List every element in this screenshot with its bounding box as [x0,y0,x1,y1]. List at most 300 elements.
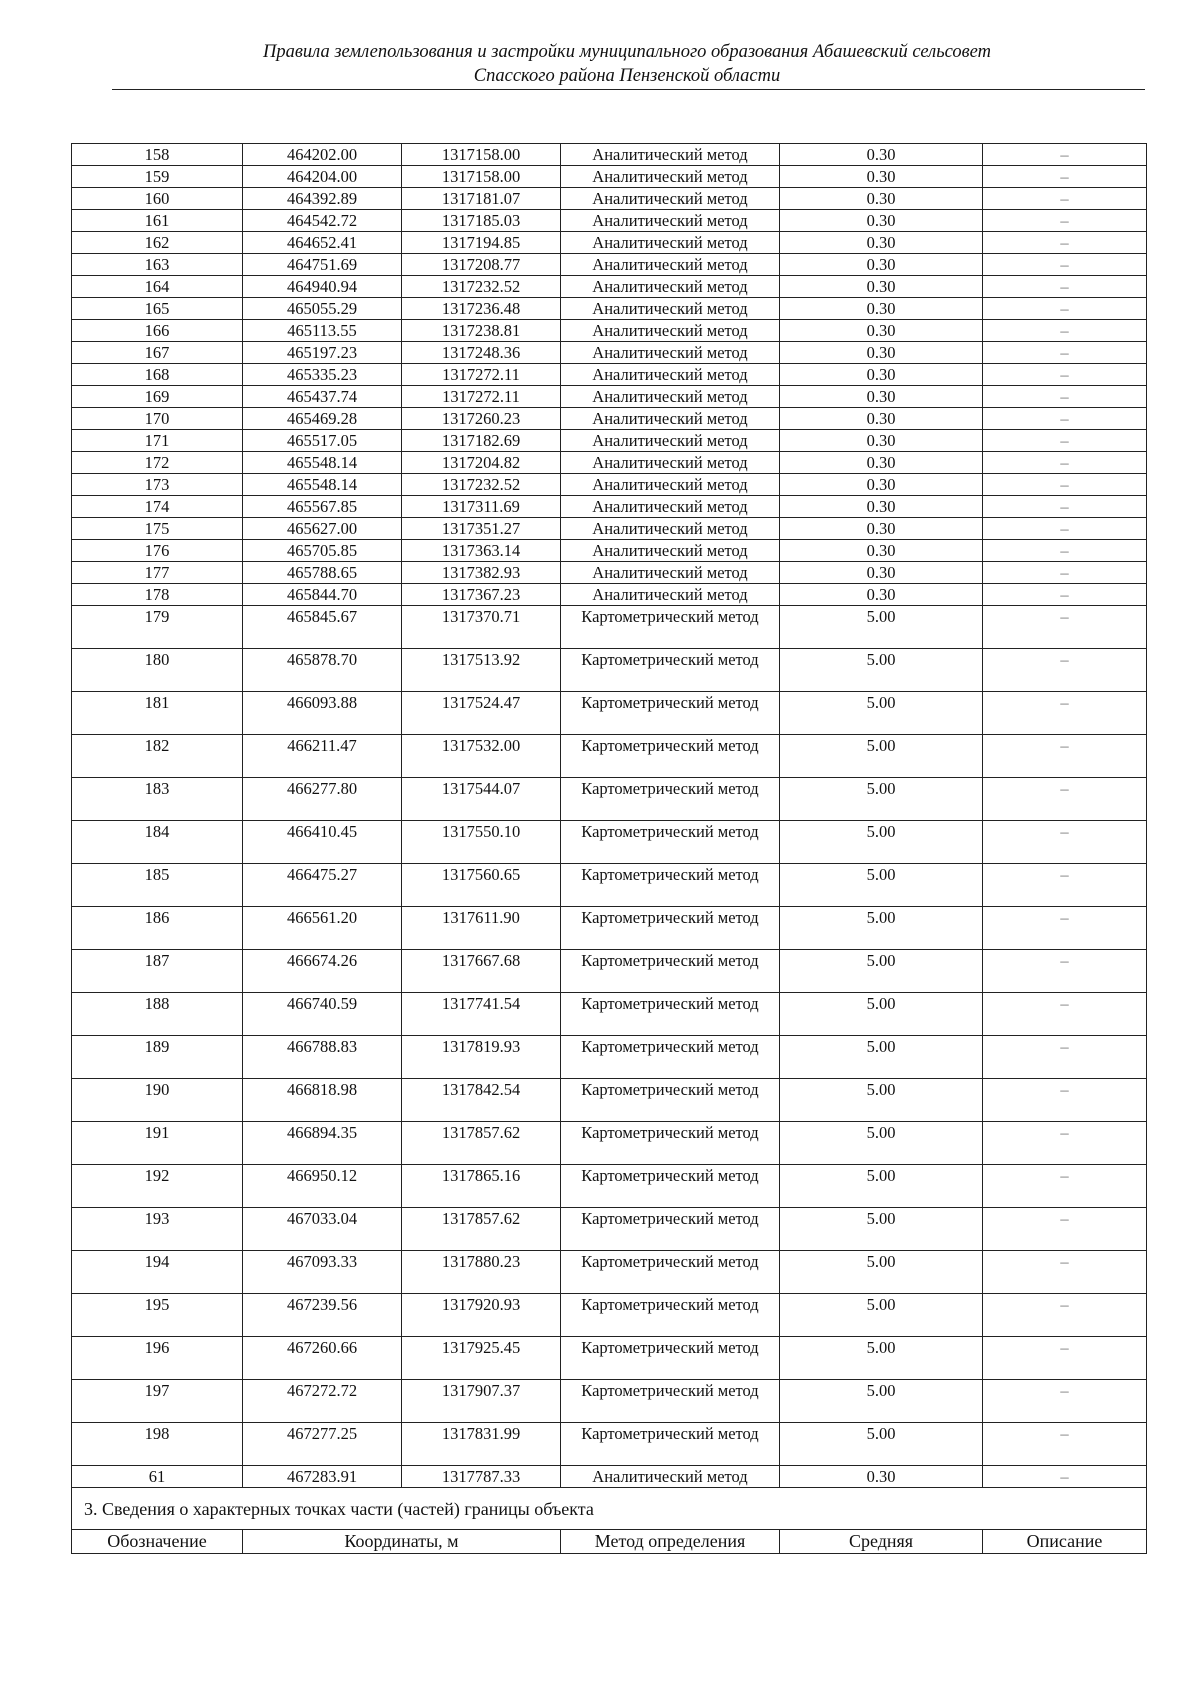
method: Аналитический метод [561,232,780,254]
point-number: 169 [72,386,243,408]
header-divider [112,89,1145,90]
method: Аналитический метод [561,540,780,562]
mean-error: 0.30 [780,144,983,166]
point-number: 187 [72,950,243,993]
point-number: 172 [72,452,243,474]
method: Аналитический метод [561,430,780,452]
coord-x: 465437.74 [243,386,402,408]
method: Аналитический метод [561,474,780,496]
point-number: 184 [72,821,243,864]
description: – [983,1337,1147,1380]
point-number: 198 [72,1423,243,1466]
method: Аналитический метод [561,210,780,232]
coord-y: 1317158.00 [402,166,561,188]
coord-y: 1317865.16 [402,1165,561,1208]
description: – [983,276,1147,298]
mean-error: 5.00 [780,1294,983,1337]
point-number: 158 [72,144,243,166]
coord-y: 1317920.93 [402,1294,561,1337]
description: – [983,386,1147,408]
coord-y: 1317560.65 [402,864,561,907]
table-row [72,298,1147,320]
coord-x: 467260.66 [243,1337,402,1380]
mean-error: 0.30 [780,232,983,254]
point-number: 191 [72,1122,243,1165]
coord-y: 1317311.69 [402,496,561,518]
col-header-mean: Средняя [780,1530,983,1554]
col-header-method: Метод определения [561,1530,780,1554]
mean-error: 5.00 [780,649,983,692]
mean-error: 5.00 [780,778,983,821]
coord-y: 1317260.23 [402,408,561,430]
method: Картометрический метод [561,1165,780,1208]
coord-y: 1317182.69 [402,430,561,452]
coord-x: 464940.94 [243,276,402,298]
description: – [983,518,1147,540]
column-header-row [72,1530,1147,1554]
coord-x: 465055.29 [243,298,402,320]
coord-x: 464202.00 [243,144,402,166]
coord-y: 1317842.54 [402,1079,561,1122]
coord-x: 465548.14 [243,474,402,496]
description: – [983,1079,1147,1122]
method: Картометрический метод [561,950,780,993]
coord-x: 467239.56 [243,1294,402,1337]
point-number: 179 [72,606,243,649]
table-row [72,1208,1147,1251]
table-row [72,907,1147,950]
mean-error: 0.30 [780,430,983,452]
mean-error: 0.30 [780,210,983,232]
table-row [72,408,1147,430]
table-row [72,364,1147,386]
description: – [983,430,1147,452]
table-row [72,320,1147,342]
method: Картометрический метод [561,692,780,735]
coord-y: 1317367.23 [402,584,561,606]
point-number: 185 [72,864,243,907]
point-number: 182 [72,735,243,778]
method: Картометрический метод [561,1380,780,1423]
description: – [983,778,1147,821]
coord-x: 467277.25 [243,1423,402,1466]
table-row [72,1036,1147,1079]
point-number: 195 [72,1294,243,1337]
coord-x: 465788.65 [243,562,402,584]
table-row [72,540,1147,562]
description: – [983,320,1147,342]
mean-error: 0.30 [780,1466,983,1488]
description: – [983,1208,1147,1251]
point-number: 173 [72,474,243,496]
point-number: 197 [72,1380,243,1423]
point-number: 192 [72,1165,243,1208]
point-number: 190 [72,1079,243,1122]
method: Картометрический метод [561,1122,780,1165]
table-body [72,144,1147,1488]
coord-x: 464542.72 [243,210,402,232]
point-number: 159 [72,166,243,188]
coord-y: 1317524.47 [402,692,561,735]
mean-error: 5.00 [780,1122,983,1165]
mean-error: 5.00 [780,1423,983,1466]
point-number: 163 [72,254,243,276]
method: Картометрический метод [561,1251,780,1294]
point-number: 174 [72,496,243,518]
point-number: 189 [72,1036,243,1079]
coord-x: 465705.85 [243,540,402,562]
coord-y: 1317550.10 [402,821,561,864]
point-number: 180 [72,649,243,692]
coord-x: 465469.28 [243,408,402,430]
point-number: 196 [72,1337,243,1380]
table-row [72,562,1147,584]
table-row [72,144,1147,166]
coord-y: 1317208.77 [402,254,561,276]
point-number: 181 [72,692,243,735]
table-row [72,821,1147,864]
table-row [72,518,1147,540]
table-row [72,649,1147,692]
coord-x: 466950.12 [243,1165,402,1208]
description: – [983,1294,1147,1337]
method: Аналитический метод [561,518,780,540]
mean-error: 0.30 [780,342,983,364]
table-row [72,1165,1147,1208]
description: – [983,993,1147,1036]
coord-y: 1317272.11 [402,364,561,386]
method: Картометрический метод [561,649,780,692]
method: Аналитический метод [561,386,780,408]
mean-error: 0.30 [780,320,983,342]
method: Картометрический метод [561,993,780,1036]
table-row [72,188,1147,210]
coord-x: 465517.05 [243,430,402,452]
col-header-description: Описание [983,1530,1147,1554]
table-row [72,1380,1147,1423]
mean-error: 5.00 [780,1079,983,1122]
point-number: 176 [72,540,243,562]
coord-y: 1317158.00 [402,144,561,166]
description: – [983,1122,1147,1165]
table-row [72,254,1147,276]
table-row [72,452,1147,474]
method: Аналитический метод [561,452,780,474]
point-number: 170 [72,408,243,430]
coord-x: 465844.70 [243,584,402,606]
coord-x: 465845.67 [243,606,402,649]
coord-x: 464652.41 [243,232,402,254]
mean-error: 5.00 [780,1036,983,1079]
coord-y: 1317351.27 [402,518,561,540]
coord-x: 466818.98 [243,1079,402,1122]
point-number: 177 [72,562,243,584]
method: Аналитический метод [561,166,780,188]
point-number: 166 [72,320,243,342]
table-row [72,692,1147,735]
coord-y: 1317907.37 [402,1380,561,1423]
table-row [72,606,1147,649]
mean-error: 0.30 [780,452,983,474]
method: Аналитический метод [561,496,780,518]
coord-y: 1317857.62 [402,1208,561,1251]
coord-y: 1317787.33 [402,1466,561,1488]
description: – [983,188,1147,210]
method: Картометрический метод [561,821,780,864]
coord-x: 466894.35 [243,1122,402,1165]
method: Аналитический метод [561,276,780,298]
coord-x: 466277.80 [243,778,402,821]
description: – [983,606,1147,649]
table-row [72,864,1147,907]
coord-y: 1317513.92 [402,649,561,692]
coord-x: 466475.27 [243,864,402,907]
coord-x: 465627.00 [243,518,402,540]
header-line-2: Спасского района Пензенской области [473,66,781,86]
description: – [983,166,1147,188]
coord-y: 1317204.82 [402,452,561,474]
coord-y: 1317544.07 [402,778,561,821]
description: – [983,232,1147,254]
point-number: 167 [72,342,243,364]
table-row [72,342,1147,364]
coord-y: 1317532.00 [402,735,561,778]
coord-x: 465567.85 [243,496,402,518]
point-number: 175 [72,518,243,540]
mean-error: 0.30 [780,254,983,276]
coord-x: 466410.45 [243,821,402,864]
header-line-1: Правила землепользования и застройки муниципального образования Абашевский сельсовет [263,42,991,62]
coord-x: 467283.91 [243,1466,402,1488]
point-number: 168 [72,364,243,386]
coord-y: 1317819.93 [402,1036,561,1079]
coord-y: 1317194.85 [402,232,561,254]
coordinates-table [71,143,1147,1554]
table-row [72,474,1147,496]
point-number: 61 [72,1466,243,1488]
mean-error: 5.00 [780,1251,983,1294]
mean-error: 5.00 [780,907,983,950]
table-row [72,735,1147,778]
description: – [983,950,1147,993]
table-row [72,210,1147,232]
mean-error: 0.30 [780,364,983,386]
table-row [72,950,1147,993]
section-title: 3. Сведения о характерных точках части (частей) границы объекта [72,1488,1147,1530]
table-row [72,166,1147,188]
coord-y: 1317925.45 [402,1337,561,1380]
mean-error: 0.30 [780,540,983,562]
method: Аналитический метод [561,342,780,364]
coord-y: 1317236.48 [402,298,561,320]
point-number: 161 [72,210,243,232]
coord-y: 1317232.52 [402,276,561,298]
description: – [983,408,1147,430]
description: – [983,562,1147,584]
document-header [112,40,1142,88]
mean-error: 5.00 [780,950,983,993]
coord-y: 1317248.36 [402,342,561,364]
coord-x: 465335.23 [243,364,402,386]
method: Аналитический метод [561,320,780,342]
description: – [983,649,1147,692]
coord-y: 1317382.93 [402,562,561,584]
point-number: 171 [72,430,243,452]
coord-y: 1317363.14 [402,540,561,562]
table-row [72,993,1147,1036]
description: – [983,821,1147,864]
coord-x: 464751.69 [243,254,402,276]
mean-error: 0.30 [780,584,983,606]
col-header-designation: Обозначение [72,1530,243,1554]
coord-x: 464392.89 [243,188,402,210]
mean-error: 0.30 [780,518,983,540]
method: Картометрический метод [561,1036,780,1079]
method: Картометрический метод [561,1337,780,1380]
point-number: 164 [72,276,243,298]
point-number: 162 [72,232,243,254]
table-row [72,1294,1147,1337]
method: Картометрический метод [561,606,780,649]
mean-error: 5.00 [780,692,983,735]
col-header-coordinates: Координаты, м [243,1530,561,1554]
description: – [983,864,1147,907]
table-row [72,778,1147,821]
coord-x: 467033.04 [243,1208,402,1251]
description: – [983,496,1147,518]
coord-y: 1317880.23 [402,1251,561,1294]
mean-error: 0.30 [780,496,983,518]
method: Аналитический метод [561,188,780,210]
description: – [983,735,1147,778]
coord-x: 465548.14 [243,452,402,474]
description: – [983,1380,1147,1423]
coord-y: 1317370.71 [402,606,561,649]
point-number: 186 [72,907,243,950]
coord-y: 1317185.03 [402,210,561,232]
point-number: 165 [72,298,243,320]
method: Аналитический метод [561,408,780,430]
description: – [983,474,1147,496]
mean-error: 5.00 [780,1208,983,1251]
coord-x: 466674.26 [243,950,402,993]
description: – [983,144,1147,166]
mean-error: 5.00 [780,1380,983,1423]
coord-y: 1317181.07 [402,188,561,210]
coord-y: 1317232.52 [402,474,561,496]
table-row [72,1122,1147,1165]
description: – [983,1423,1147,1466]
method: Аналитический метод [561,364,780,386]
table-row [72,386,1147,408]
description: – [983,584,1147,606]
description: – [983,1251,1147,1294]
method: Картометрический метод [561,778,780,821]
table-row [72,584,1147,606]
mean-error: 5.00 [780,993,983,1036]
description: – [983,452,1147,474]
method: Аналитический метод [561,254,780,276]
coord-y: 1317667.68 [402,950,561,993]
description: – [983,364,1147,386]
method: Аналитический метод [561,562,780,584]
coord-y: 1317857.62 [402,1122,561,1165]
mean-error: 5.00 [780,864,983,907]
mean-error: 5.00 [780,1165,983,1208]
description: – [983,1466,1147,1488]
mean-error: 0.30 [780,408,983,430]
table-row [72,232,1147,254]
method: Картометрический метод [561,907,780,950]
mean-error: 5.00 [780,1337,983,1380]
table-row [72,430,1147,452]
method: Картометрический метод [561,864,780,907]
table-row [72,1079,1147,1122]
method: Аналитический метод [561,298,780,320]
coord-y: 1317741.54 [402,993,561,1036]
description: – [983,907,1147,950]
coord-x: 467093.33 [243,1251,402,1294]
coord-x: 466211.47 [243,735,402,778]
description: – [983,540,1147,562]
point-number: 178 [72,584,243,606]
coord-y: 1317272.11 [402,386,561,408]
method: Аналитический метод [561,1466,780,1488]
mean-error: 0.30 [780,474,983,496]
description: – [983,1036,1147,1079]
table-row [72,1337,1147,1380]
coord-y: 1317238.81 [402,320,561,342]
table-row [72,496,1147,518]
method: Картометрический метод [561,1208,780,1251]
table-row [72,1423,1147,1466]
method: Аналитический метод [561,584,780,606]
coord-x: 466561.20 [243,907,402,950]
description: – [983,210,1147,232]
mean-error: 5.00 [780,735,983,778]
table-row [72,1251,1147,1294]
point-number: 183 [72,778,243,821]
description: – [983,1165,1147,1208]
coord-y: 1317611.90 [402,907,561,950]
point-number: 193 [72,1208,243,1251]
point-number: 160 [72,188,243,210]
mean-error: 0.30 [780,298,983,320]
point-number: 188 [72,993,243,1036]
table-row [72,276,1147,298]
coord-x: 464204.00 [243,166,402,188]
method: Картометрический метод [561,735,780,778]
coord-x: 466740.59 [243,993,402,1036]
description: – [983,692,1147,735]
coord-x: 467272.72 [243,1380,402,1423]
description: – [983,342,1147,364]
coord-x: 466093.88 [243,692,402,735]
mean-error: 0.30 [780,562,983,584]
method: Картометрический метод [561,1423,780,1466]
description: – [983,254,1147,276]
mean-error: 0.30 [780,166,983,188]
coord-x: 465113.55 [243,320,402,342]
method: Аналитический метод [561,144,780,166]
mean-error: 0.30 [780,188,983,210]
method: Картометрический метод [561,1294,780,1337]
method: Картометрический метод [561,1079,780,1122]
description: – [983,298,1147,320]
table-row [72,1466,1147,1488]
point-number: 194 [72,1251,243,1294]
mean-error: 5.00 [780,606,983,649]
